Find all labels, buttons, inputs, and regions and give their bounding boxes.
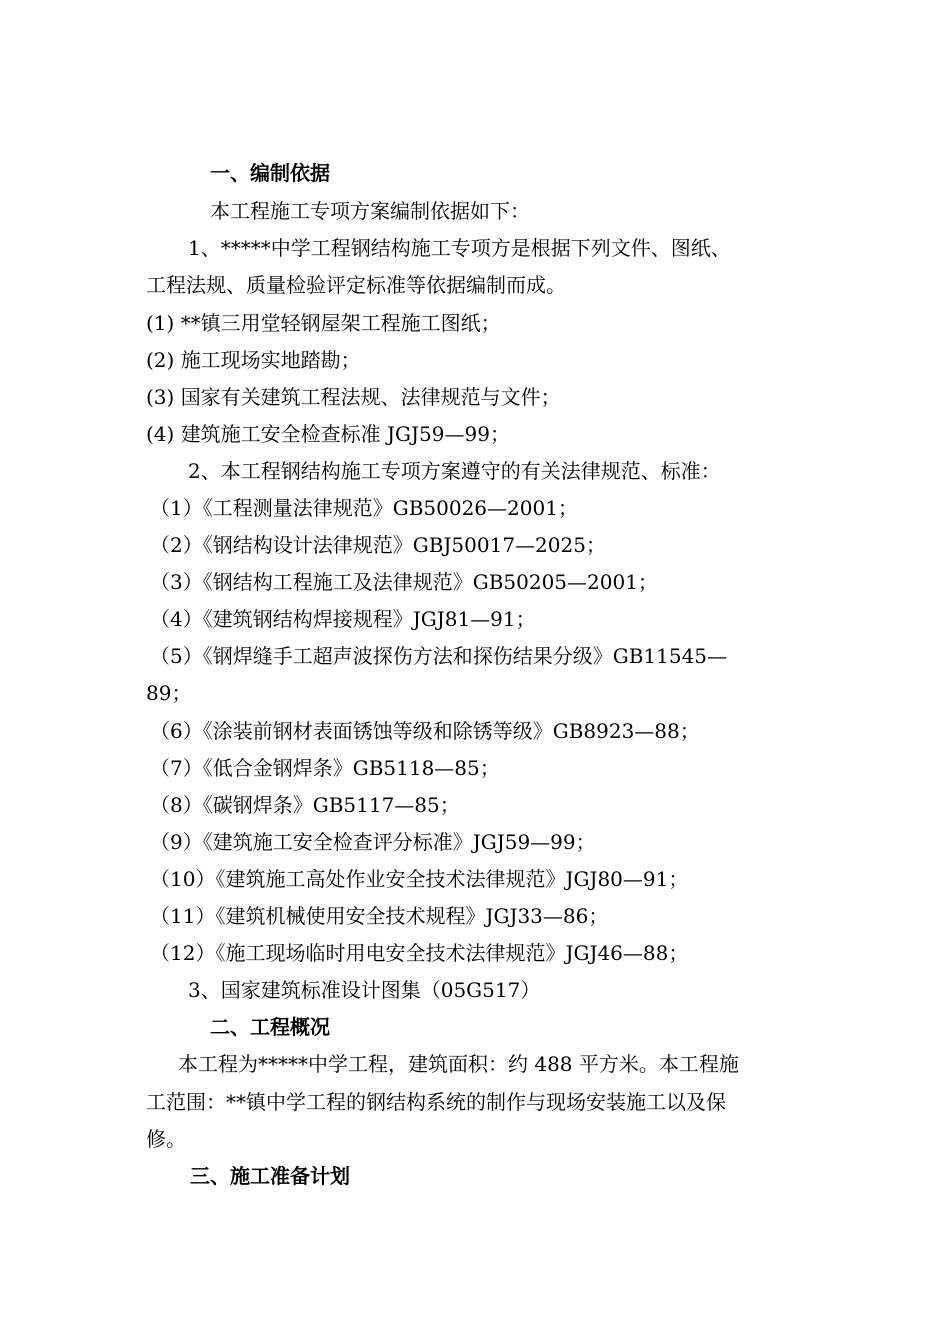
- section-1-intro: 本工程施工专项方案编制依据如下：: [210, 199, 530, 223]
- list-item-continuation: 89；: [146, 681, 192, 705]
- section-1-paragraph-3: 3、国家建筑标准设计图集（05G517）: [188, 978, 541, 1002]
- list-item: （10）《建筑施工高处作业安全技术法律规范》JGJ80—91；: [150, 867, 689, 891]
- list-item: （1）《工程测量法律规范》GB50026—2001；: [150, 496, 578, 520]
- list-item: （6）《涂装前钢材表面锈蚀等级和除锈等级》GB8923—88；: [150, 719, 700, 743]
- section-2-paragraph-a: 本工程为*****中学工程，建筑面积：约 488 平方米。本工程施: [178, 1052, 739, 1076]
- list-item: （8）《碳钢焊条》GB5117—85；: [150, 793, 460, 817]
- list-item: （9）《建筑施工安全检查评分标准》JGJ59—99；: [150, 830, 596, 854]
- list-item: （12）《施工现场临时用电安全技术法律规范》JGJ46—88；: [150, 941, 689, 965]
- list-item: （3）《钢结构工程施工及法律规范》GB50205—2001；: [150, 570, 658, 594]
- list-item: （2）《钢结构设计法律规范》GBJ50017—2025；: [150, 533, 606, 557]
- section-heading-2: 二、工程概况: [210, 1015, 330, 1039]
- section-2-paragraph-c: 修。: [146, 1127, 186, 1151]
- list-item: (3) 国家有关建筑工程法规、法律规范与文件；: [146, 385, 561, 409]
- list-item: (2) 施工现场实地踏勘；: [146, 348, 361, 372]
- list-item: （5）《钢焊缝手工超声波探伤方法和探伤结果分级》GB11545—: [150, 644, 728, 668]
- list-item: （11）《建筑机械使用安全技术规程》JGJ33—86；: [150, 904, 609, 928]
- section-heading-3: 三、施工准备计划: [190, 1164, 350, 1188]
- section-1-paragraph-1a: 1、*****中学工程钢结构施工专项方是根据下列文件、图纸、: [188, 236, 731, 260]
- section-2-paragraph-b: 工范围：**镇中学工程的钢结构系统的制作与现场安装施工以及保: [146, 1090, 726, 1114]
- list-item: （4）《建筑钢结构焊接规程》JGJ81—91；: [150, 607, 536, 631]
- section-1-paragraph-2: 2、本工程钢结构施工专项方案遵守的有关法律规范、标准：: [188, 459, 721, 483]
- section-heading-1: 一、编制依据: [210, 161, 330, 185]
- list-item: (1) **镇三用堂轻钢屋架工程施工图纸；: [146, 311, 501, 335]
- list-item: （7）《低合金钢焊条》GB5118—85；: [150, 756, 500, 780]
- section-1-paragraph-1b: 工程法规、质量检验评定标准等依据编制而成。: [146, 273, 566, 297]
- list-item: (4) 建筑施工安全检查标准 JGJ59—99；: [146, 422, 510, 446]
